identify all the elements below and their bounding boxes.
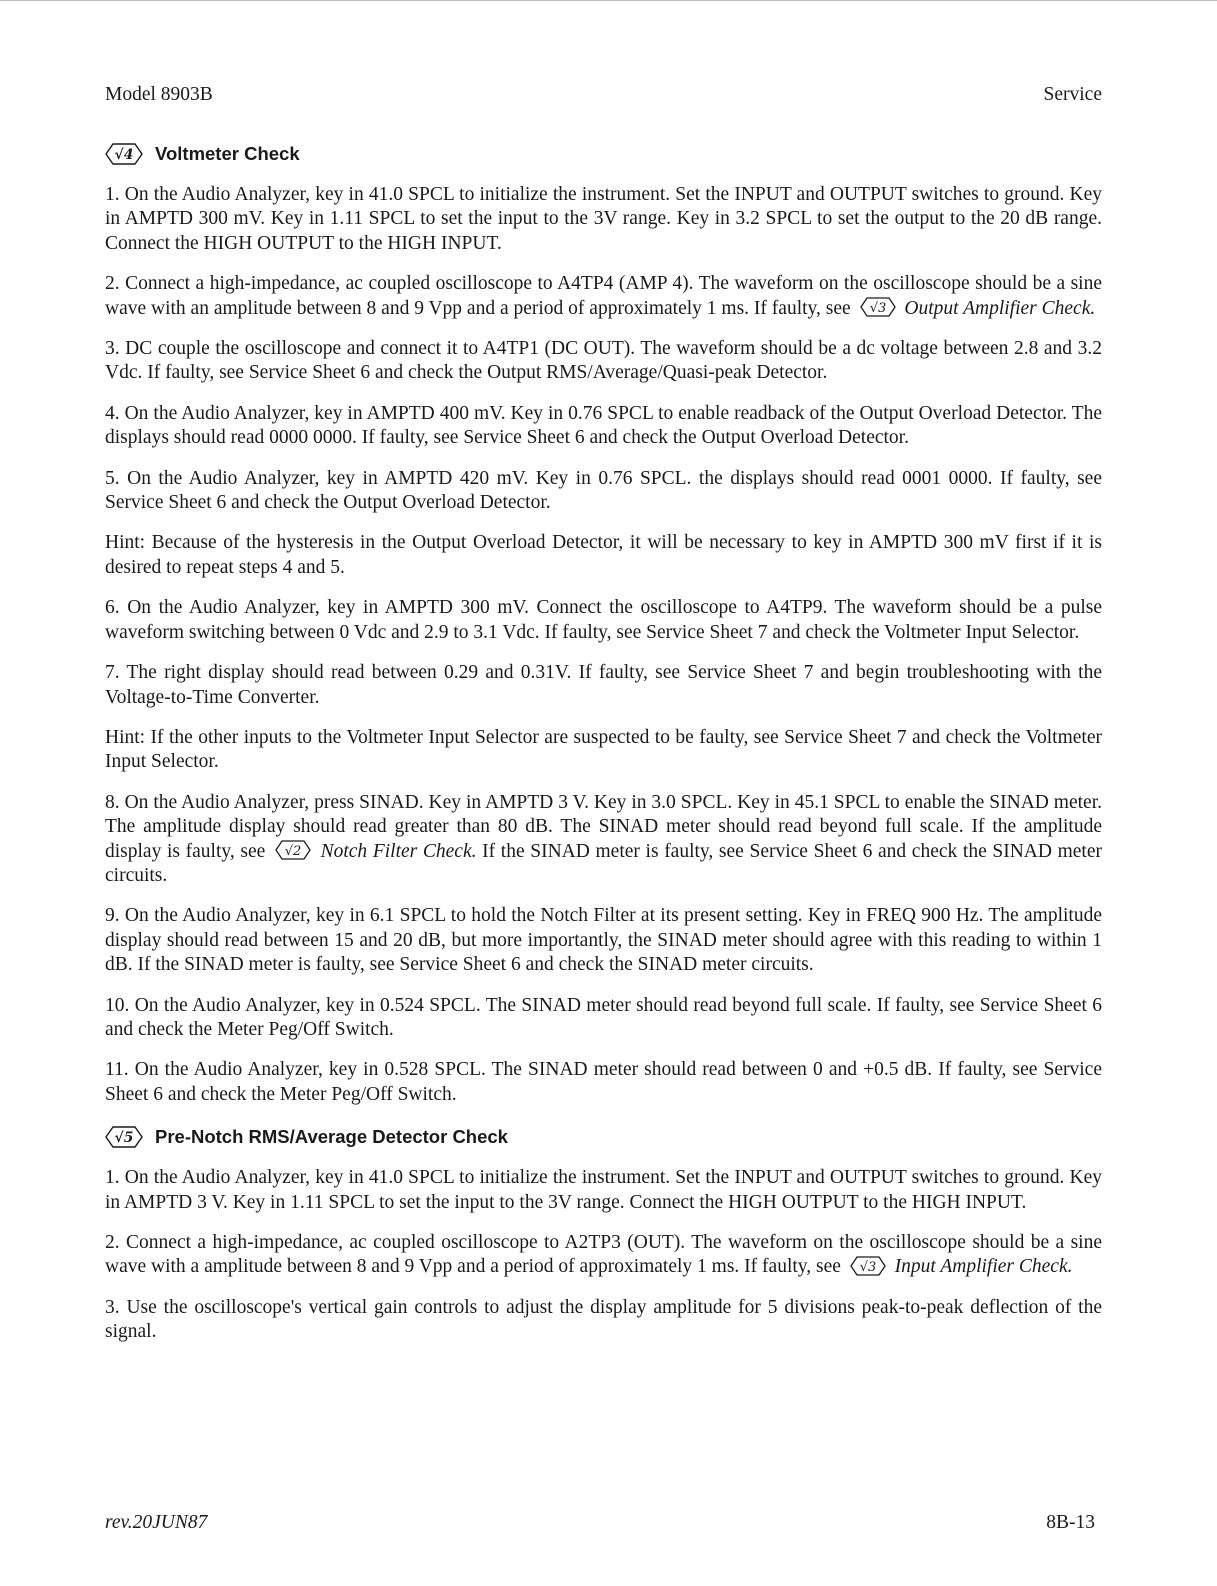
cross-reference-link: Output Amplifier Check. [904, 297, 1096, 319]
page-header [105, 84, 1102, 106]
svg-text:√2: √2 [284, 844, 302, 860]
hint-paragraph: Hint: If the other inputs to the Voltmeter Input Selector are suspected to be faulty, see Service Sheet 7 and check the Voltmeter Input Selector. [105, 726, 1102, 773]
section-title: Voltmeter Check [155, 143, 300, 164]
step-paragraph: 7. The right display should read between 0.29 and 0.31V. If faulty, see Service Sheet 7 and begin troubleshooting with the Voltage-to-Time Converter. [105, 662, 1102, 708]
step-paragraph: 1. On the Audio Analyzer, key in 41.0 SPCL to initialize the instrument. Set the INPUT and OUTPUT switches to ground. Key in AMPTD 300 mV. Key in 1.11 SPCL to set the input to the 3V range. Key in 3.2 SPCL to set the output to the 20 dB range. Connect the HIGH OUTPUT to the HIGH INPUT. [105, 184, 1102, 254]
page-number: 8B-13 [1046, 1512, 1095, 1533]
page-top-rule [0, 0, 1217, 1]
step-paragraph: 3. Use the oscilloscope's vertical gain controls to adjust the display amplitude for 5 divisions peak-to-peak deflection of the signal. [105, 1296, 1102, 1343]
check-step-icon [105, 143, 143, 165]
check-step-icon [275, 840, 311, 860]
step-paragraph: 4. On the Audio Analyzer, key in AMPTD 400 mV. Key in 0.76 SPCL to enable readback of the Output Overload Detector. The displays should read 0000 0000. If faulty, see Service Sheet 6 and check the Output Overload Detector. [105, 402, 1102, 449]
svg-text:√4: √4 [114, 147, 134, 163]
section-label: Service [1043, 84, 1102, 105]
check-step-icon [105, 1126, 143, 1148]
step-paragraph: 2. Connect a high-impedance, ac coupled oscilloscope to A4TP4 (AMP 4). The waveform on the oscilloscope should be a sine wave with an amplitude between 8 and 9 Vpp and a period of approximately 1 ms. If faulty, see √3 Output Amplifier Check. [105, 273, 1102, 319]
step-paragraph: 8. On the Audio Analyzer, press SINAD. Key in AMPTD 3 V. Key in 3.0 SPCL. Key in 45.1 SPCL to enable the SINAD meter. The amplitude display should read greater than 80 dB. The SINAD meter should read beyond full scale. If the amplitude display is faulty, see √2 Notch Filter Check. If the SINAD meter is faulty, see Service Sheet 6 and check the SINAD meter circuits. [105, 791, 1103, 886]
section-title: Pre-Notch RMS/Average Detector Check [155, 1126, 508, 1148]
section-heading-voltmeter-check [105, 140, 1102, 168]
hint-paragraph: Hint: Because of the hysteresis in the Output Overload Detector, it will be necessary to key in AMPTD 300 mV first if it is desired to repeat steps 4 and 5. [105, 532, 1102, 578]
check-step-icon [850, 1256, 886, 1276]
revision-label: rev.20JUN87 [105, 1512, 208, 1533]
step-paragraph: 5. On the Audio Analyzer, key in AMPTD 420 mV. Key in 0.76 SPCL. the displays should read 0001 0000. If faulty, see Service Sheet 6 and check the Output Overload Detector. [105, 467, 1102, 514]
check-step-icon [860, 297, 896, 317]
svg-text:√3: √3 [859, 1259, 877, 1275]
svg-text:√3: √3 [869, 301, 886, 317]
step-paragraph: 6. On the Audio Analyzer, key in AMPTD 300 mV. Connect the oscilloscope to A4TP9. The waveform should be a pulse waveform switching between 0 Vdc and 2.9 to 3.1 Vdc. If faulty, see Service Sheet 7 and check the Voltmeter Input Selector. [105, 597, 1102, 643]
cross-reference-link: Notch Filter Check. [320, 840, 477, 862]
step-paragraph: 2. Connect a high-impedance, ac coupled oscilloscope to A2TP3 (OUT). The waveform on the oscilloscope should be a sine wave with a amplitude between 8 and 9 Vpp and a period of approximately 1 ms. If faulty, see √3 Input Amplifier Check. [105, 1232, 1102, 1278]
svg-text:√5: √5 [114, 1130, 134, 1147]
step-paragraph: 3. DC couple the oscilloscope and connect it to A4TP1 (DC OUT). The waveform should be a dc voltage between 2.8 and 3.2 Vdc. If faulty, see Service Sheet 6 and check the Output RMS/Average/Quasi-peak Detector. [105, 338, 1102, 384]
cross-reference-link: Input Amplifier Check. [894, 1256, 1073, 1278]
page-footer [105, 1512, 1095, 1534]
section-heading-pre-notch-detector-check [105, 1123, 1102, 1151]
model-label: Model 8903B [105, 84, 213, 105]
step-paragraph: 1. On the Audio Analyzer, key in 41.0 SPCL to initialize the instrument. Set the INPUT and OUTPUT switches to ground. Key in AMPTD 3 V. Key in 1.11 SPCL to set the input to the 3V range. Connect the HIGH OUTPUT to the HIGH INPUT. [105, 1167, 1102, 1213]
page-content [105, 140, 1102, 1361]
step-paragraph: 11. On the Audio Analyzer, key in 0.528 SPCL. The SINAD meter should read between 0 and +0.5 dB. If faulty, see Service Sheet 6 and check the Meter Peg/Off Switch. [105, 1059, 1102, 1105]
step-paragraph: 9. On the Audio Analyzer, key in 6.1 SPCL to hold the Notch Filter at its present setting. Key in FREQ 900 Hz. The amplitude display should read between 15 and 20 dB, but more importantly, the SINAD meter should agree with this reading to within 1 dB. If the SINAD meter is faulty, see Service Sheet 6 and check the SINAD meter circuits. [105, 905, 1102, 976]
step-paragraph: 10. On the Audio Analyzer, key in 0.524 SPCL. The SINAD meter should read beyond full scale. If faulty, see Service Sheet 6 and check the Meter Peg/Off Switch. [105, 994, 1102, 1040]
